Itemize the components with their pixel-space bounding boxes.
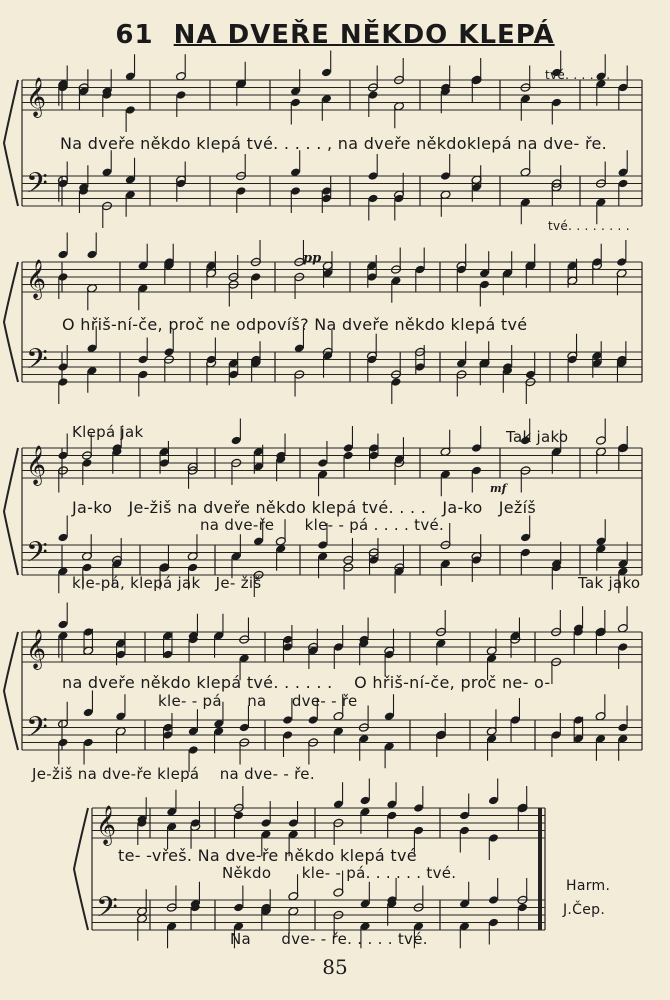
dynamic-pp: pp (303, 251, 322, 266)
lyric-s4-bass: Je-žiš na dve-ře klepá na dve- - ře. (32, 765, 315, 783)
credit-author: J.Čep. (563, 902, 606, 918)
dynamic-mf: mf (490, 482, 507, 495)
page-number: 85 (322, 955, 348, 979)
treble-clef-icon: 𝄞 (26, 259, 47, 299)
bass-clef-icon: 𝄢 (26, 536, 48, 576)
system-brace (4, 448, 18, 575)
lyric-s4-soprano: na dveře někdo klepá tvé. . . . . . O hřiš-ní-če, proč ne- o- (62, 673, 551, 692)
lyric-s1-upper-tag: tvé. . . . . . (545, 68, 611, 82)
lyric-s1-bass-tag: tvé. . . . . . . . (548, 219, 630, 233)
lyric-s3-bass: kle-pá, klepá jak Je- žiš (72, 574, 262, 592)
lyric-s3-soprano: Ja-ko Je-žiš na dveře někdo klepá tvé. . . . Ja-ko Ježíš (72, 498, 537, 517)
bass-clef-icon: 𝄢 (26, 711, 48, 751)
system-brace (4, 632, 18, 750)
treble-clef-icon: 𝄞 (26, 629, 47, 669)
lyric-s3-bass-right: Tak jako (578, 574, 641, 592)
bass-clef-icon: 𝄢 (26, 343, 48, 383)
lyric-s5-bass: Na dve- - ře. . . . . tvé. (230, 930, 428, 948)
song-number: 61 (115, 20, 154, 50)
lyric-s2-soprano: O hřiš-ní-če, proč ne odpovíš? Na dveře někdo klepá tvé (62, 315, 528, 334)
lyric-s5-soprano: te- -vřeš. Na dve-ře někdo klepá tvé (118, 846, 417, 865)
bass-clef-icon: 𝄢 (26, 167, 48, 207)
system-brace (74, 808, 88, 930)
system-brace (4, 262, 18, 382)
song-title: NA DVEŘE NĚKDO KLEPÁ (173, 20, 555, 50)
treble-clef-icon: 𝄞 (26, 445, 47, 485)
lyric-s1-soprano: Na dveře někdo klepá tvé. . . . . , na dveře někdoklepá na dve- ře. (60, 134, 608, 153)
system-brace (4, 80, 18, 206)
lyric-s5-alto: Někdo kle- - pá. . . . . . tvé. (222, 864, 457, 882)
treble-clef-icon: 𝄞 (96, 805, 117, 845)
lyric-s3-upper-right: Tak jako (506, 428, 569, 446)
lyric-s4-alto: kle- - pá na dve- - ře (158, 692, 358, 710)
bass-clef-icon: 𝄢 (96, 891, 118, 931)
treble-clef-icon: 𝄞 (26, 77, 47, 117)
credit-harm: Harm. (566, 878, 611, 894)
lyric-s3-upper-left: Klepá jak (72, 423, 144, 441)
lyric-s3-alto: na dve-ře kle- - pá . . . . tvé. (200, 516, 445, 534)
